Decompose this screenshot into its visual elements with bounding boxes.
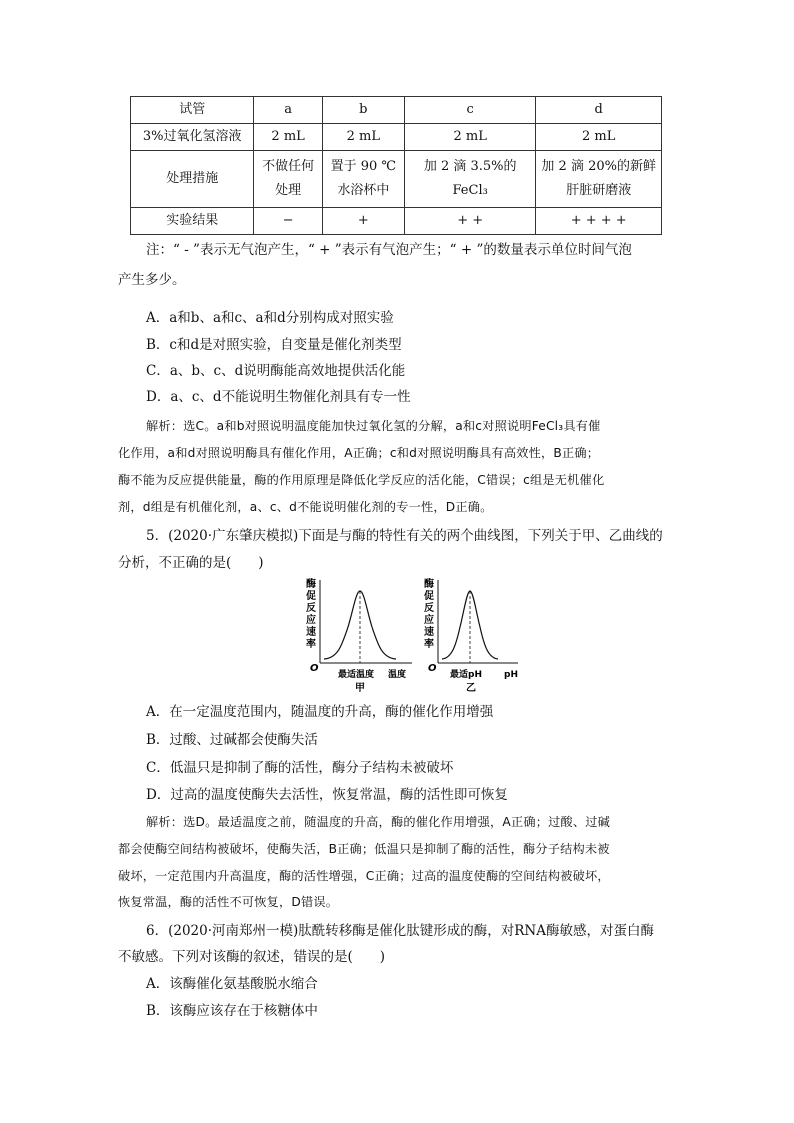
y-axis-label: 速 <box>424 627 434 638</box>
y-axis-label: 促 <box>306 591 316 602</box>
question-5-stem: 5．(2020·广东肇庆模拟)下面是与酶的特性有关的两个曲线图，下列关于甲、乙曲线的 <box>146 528 663 544</box>
option-a: A．a和b、a和c、a和d分别构成对照实验 <box>146 310 394 326</box>
y-axis-label: 反 <box>424 603 434 614</box>
peak-label: 最适温度 <box>338 670 375 680</box>
graph-temperature <box>306 577 412 694</box>
table-cell: 2 mL <box>322 124 404 151</box>
explanation-line: 恢复常温，酶的活性不可恢复，D错误。 <box>118 895 339 909</box>
y-axis-label: 酶 <box>306 579 316 590</box>
enzyme-graphs <box>300 575 530 695</box>
question-6-stem: 不敏感。下列对该酶的叙述，错误的是( ) <box>118 949 386 965</box>
y-axis-label: 酶 <box>424 579 434 590</box>
table-cell: 置于 90 ℃水浴杯中 <box>322 151 404 208</box>
table-cell: a <box>254 97 322 124</box>
y-axis-label: 反 <box>306 603 316 614</box>
table-row <box>131 208 662 235</box>
y-axis-label: 率 <box>424 639 434 650</box>
x-axis-label: pH <box>504 670 518 680</box>
question-5-stem: 分析，不正确的是( ) <box>118 555 264 571</box>
table-row <box>131 151 662 208</box>
explanation-line: 都会使酶空间结构被破坏，使酶失活，B正确；低温只是抑制了酶的活性，酶分子结构未被 <box>118 842 610 856</box>
table-cell: 实验结果 <box>131 208 254 235</box>
y-axis-label: 应 <box>424 615 434 626</box>
explanation-line: 化作用，a和d对照说明酶具有催化作用，A正确；c和d对照说明酶具有高效性，B正确； <box>118 446 600 460</box>
y-axis-label: 应 <box>306 615 316 626</box>
table-cell: 处理措施 <box>131 151 254 208</box>
table-cell: 试管 <box>131 97 254 124</box>
explanation-line: 酶不能为反应提供能量，酶的作用原理是降低化学反应的活化能，C错误；c组是无机催化 <box>118 473 605 487</box>
table-cell: b <box>322 97 404 124</box>
option-a: A．该酶催化氨基酸脱水缩合 <box>146 976 318 992</box>
y-axis-label: 促 <box>424 591 434 602</box>
option-c: C．低温只是抑制了酶的活性，酶分子结构未被破坏 <box>146 760 454 776</box>
option-a: A．在一定温度范围内，随温度的升高，酶的催化作用增强 <box>146 704 494 720</box>
graph-caption: 乙 <box>466 683 476 694</box>
enzyme-curves-svg <box>300 575 530 695</box>
experiment-table <box>130 96 662 235</box>
table-cell: d <box>536 97 662 124</box>
explanation-line: 解析：选D。最适温度之前，随温度的升高，酶的催化作用增强，A正确；过酸、过碱 <box>146 815 611 829</box>
option-c: C．a、b、c、d说明酶能高效地提供活化能 <box>146 363 406 379</box>
option-d: D．过高的温度使酶失去活性，恢复常温，酶的活性即可恢复 <box>146 787 508 803</box>
y-axis-label: 速 <box>306 627 316 638</box>
table-cell: 2 mL <box>404 124 536 151</box>
table-cell: + + + + <box>536 208 662 235</box>
table-note: 注：“ - ”表示无气泡产生，“ + ”表示有气泡产生；“ + ”的数量表示单位时间气泡 <box>146 242 632 258</box>
question-6-stem: 6．(2020·河南郑州一模)肽酰转移酶是催化肽键形成的酶，对RNA酶敏感，对蛋白酶 <box>146 923 654 939</box>
explanation-line: 剂，d组是有机催化剂，a、c、d不能说明催化剂的专一性，D正确。 <box>118 500 493 514</box>
table-row <box>131 124 662 151</box>
table-header-row <box>131 97 662 124</box>
table-cell: 3%过氧化氢溶液 <box>131 124 254 151</box>
explanation-line: 解析：选C。a和b对照说明温度能加快过氧化氢的分解，a和c对照说明FeCl₃具有催 <box>146 419 601 433</box>
table-cell: c <box>404 97 536 124</box>
table-cell: 2 mL <box>254 124 322 151</box>
graph-caption: 甲 <box>355 683 365 694</box>
table-cell: + <box>322 208 404 235</box>
table-cell: − <box>254 208 322 235</box>
table-cell: 不做任何处理 <box>254 151 322 208</box>
option-d: D．a、c、d不能说明生物催化剂具有专一性 <box>146 389 411 405</box>
option-b: B．过酸、过碱都会使酶失活 <box>146 732 318 748</box>
origin-label: O <box>310 663 319 674</box>
option-b: B．该酶应该存在于核糖体中 <box>146 1003 318 1019</box>
x-axis-label: 温度 <box>388 670 407 680</box>
table-note: 产生多少。 <box>118 272 186 288</box>
table-cell: 2 mL <box>536 124 662 151</box>
explanation-line: 破坏，一定范围内升高温度，酶的活性增强，C正确；过高的温度使酶的空间结构被破坏， <box>118 869 610 883</box>
graph-ph <box>424 577 518 694</box>
peak-label: 最适pH <box>450 670 482 680</box>
table-cell: 加 2 滴 3.5%的 FeCl₃ <box>404 151 536 208</box>
option-b: B．c和d是对照实验，自变量是催化剂类型 <box>146 337 402 353</box>
y-axis-label: 率 <box>306 639 316 650</box>
table-cell: + + <box>404 208 536 235</box>
origin-label: O <box>428 663 437 674</box>
table-cell: 加 2 滴 20%的新鲜肝脏研磨液 <box>536 151 662 208</box>
